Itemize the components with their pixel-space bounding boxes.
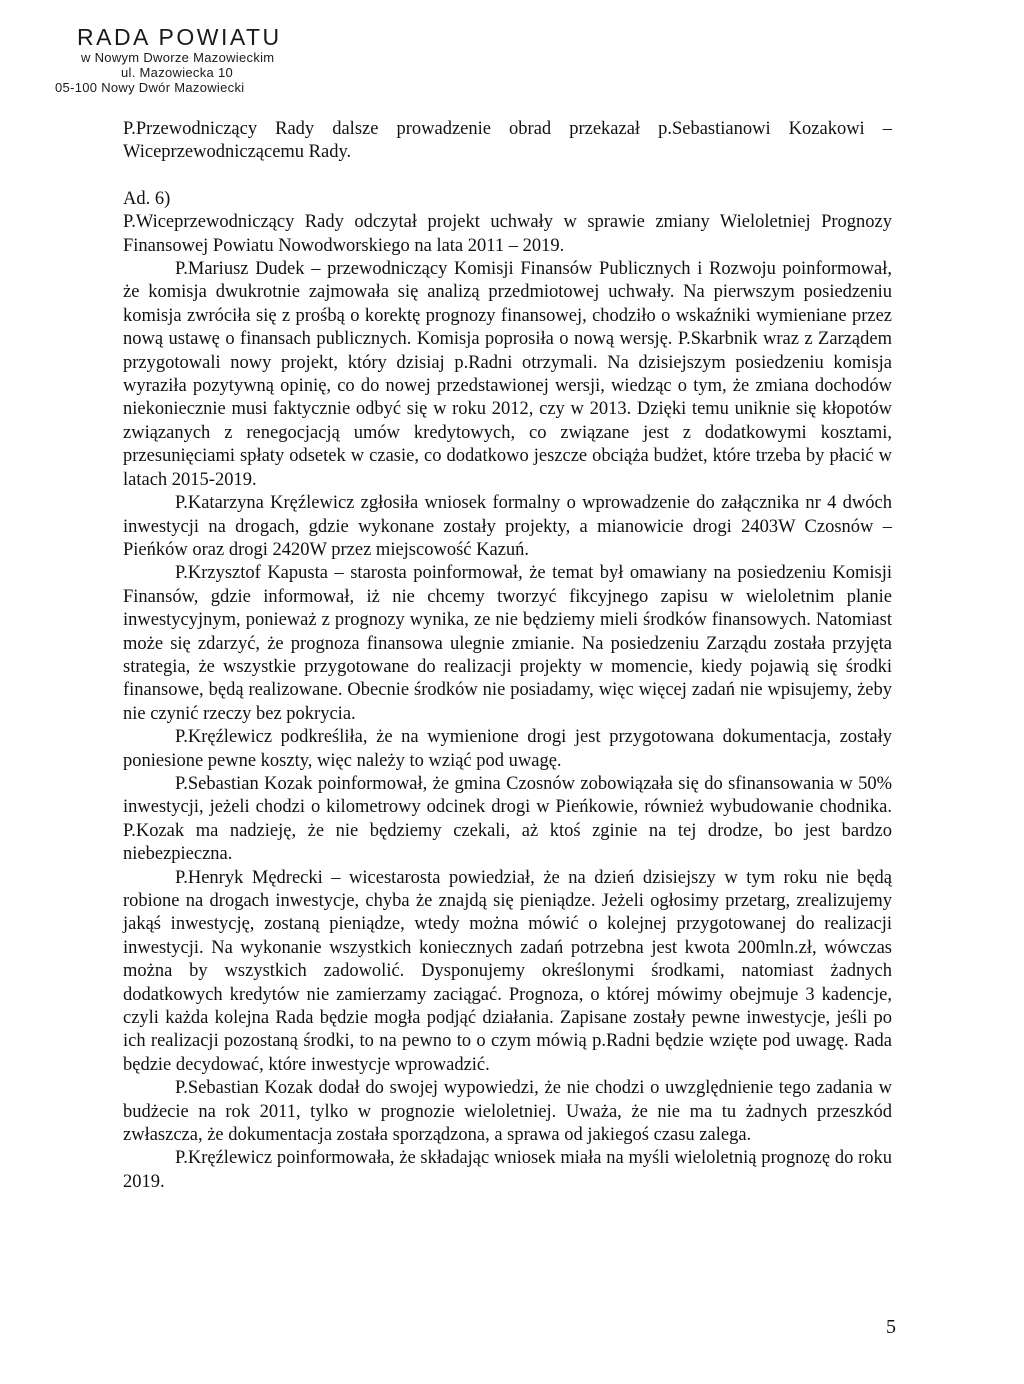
paragraph-kapusta-statement: P.Krzysztof Kapusta – starosta poinformował, że temat był omawiany na posiedzeniu Komisji Finansów, gdzie informował, iż nie chcemy tworzyć fikcyjnego zapisu w wieloletnim planie inwestycyjnym, ponieważ z prognozy wynika, ze nie będziemy mieli środków finansowych. Natomiast może się zdarzyć, że prognoza finansowa ulegnie zmianie. Na posiedzeniu Zarządu została przyjęta strategia, że wszystkie przygotowane do realizacji projekty w momencie, kiedy pojawią się środki finansowe, będą realizowane. Obecnie środków nie posiadamy, więc więcej zadań nie wpisujemy, żeby nie czynić rzeczy bez pokrycia. bbox=[123, 563, 892, 724]
stamp-title: RADA POWIATU bbox=[77, 24, 282, 50]
spacer bbox=[123, 165, 892, 188]
paragraph-krezlewicz-remark: P.Kręźlewicz podkreśliła, że na wymienione drogi jest przygotowana dokumentacja, zostały poniesione pewne koszty, więc należy to wziąć pod uwagę. bbox=[123, 727, 892, 771]
document-body bbox=[123, 118, 892, 1194]
agenda-item-heading: Ad. 6) bbox=[123, 188, 171, 209]
stamp-location: w Nowym Dworze Mazowieckim bbox=[81, 50, 275, 65]
page-number: 5 bbox=[886, 1316, 896, 1338]
paragraph-krezlewicz-final: P.Kręźlewicz poinformowała, że składając wniosek miała na myśli wieloletnią prognozę do roku 2019. bbox=[123, 1148, 892, 1192]
paragraph-krezlewicz-motion: P.Katarzyna Kręźlewicz zgłosiła wniosek formalny o wprowadzenie do załącznika nr 4 dwóch inwestycji na drogach, gdzie wykonane zostały projekty, a mianowicie drogi 2403W Czosnów – Pieńków oraz drogi 2420W przez miejscowość Kazuń. bbox=[123, 493, 892, 560]
stamp-street: ul. Mazowiecka 10 bbox=[121, 65, 234, 80]
paragraph-kozak-statement: P.Sebastian Kozak poinformował, że gmina Czosnów zobowiązała się do sfinansowania w 50% inwestycji, jeżeli chodzi o kilometrowy odcinek drogi w Pieńkowie, również wybudowanie chodnika. P.Kozak ma nadzieję, że nie będziemy czekali, aż ktoś zginie na tej drodze, bo jest bardzo niebezpieczna. bbox=[123, 773, 892, 865]
paragraph-resolution-reading: P.Wiceprzewodniczący Rady odczytał projekt uchwały w sprawie zmiany Wieloletniej Prognozy Finansowej Powiatu Nowodworskiego na lata 2011 – 2019. bbox=[123, 212, 892, 256]
stamp-postal-address: 05-100 Nowy Dwór Mazowiecki bbox=[55, 80, 245, 95]
council-stamp bbox=[55, 24, 355, 95]
paragraph-chair-handover: P.Przewodniczący Rady dalsze prowadzenie obrad przekazał p.Sebastianowi Kozakowi – Wiceprzewodniczącemu Rady. bbox=[123, 119, 892, 163]
paragraph-dudek-statement: P.Mariusz Dudek – przewodniczący Komisji Finansów Publicznych i Rozwoju poinformował, że komisja dwukrotnie zajmowała się analizą przedmiotowej uchwały. Na pierwszym posiedzeniu komisja zwróciła się z prośbą o korektę prognozy finansowej, chodziło o wskaźniki wymieniane przez nową ustawę o finansach publicznych. Komisja poprosiła o nową wersję. P.Skarbnik wraz z Zarządem przygotowali nowy projekt, który dzisiaj p.Radni otrzymali. Na dzisiejszym posiedzeniu komisja wyraziła pozytywną opinię, co do nowej przedstawionej wersji, wiedząc o tym, że zmiana dochodów niekoniecznie musi faktycznie odbyć się w roku 2012, czy w 2013. Dzięki temu uniknie się kłopotów związanych z renegocjacją umów kredytowych, co związane jest z dodatkowymi kosztami, przesunięciami spłaty odsetek w czasie, co dodatkowo jeszcze obciąża budżet, które trzeba by płacić w latach 2015-2019. bbox=[123, 259, 892, 490]
paragraph-medrecki-statement: P.Henryk Mędrecki – wicestarosta powiedział, że na dzień dzisiejszy w tym roku nie będą robione na drogach inwestycje, chyba że znajdą się pieniądze. Jeżeli ogłosimy przetarg, zrealizujemy jakąś inwestycję, zostaną pieniądze, wtedy można mówić o kolejnej przygotowanej do realizacji inwestycji. Na wykonanie wszystkich koniecznych zadań potrzebna jest kwota 200mln.zł, wówczas można by wszystkich zadowolić. Dysponujemy określonymi środkami, natomiast żadnych dodatkowych kredytów nie zamierzamy zaciągać. Prognoza, o której mówimy obejmuje 3 kadencje, czyli każda kolejna Rada będzie mogła podjąć działania. Zapisane zostały pewne inwestycje, jeśli po ich realizacji pozostaną środki, to na pewno to o czym mówią p.Radni będzie wzięte pod uwagę. Rada będzie decydować, które inwestycje wprowadzić. bbox=[123, 867, 892, 1075]
paragraph-kozak-addition: P.Sebastian Kozak dodał do swojej wypowiedzi, że nie chodzi o uwzględnienie tego zadania w budżecie na rok 2011, tylko w prognozie wieloletniej. Uważa, że nie ma tu żadnych przeszkód zwłaszcza, że dokumentacja została sporządzona, a sprawa od jakiegoś czasu zalega. bbox=[123, 1078, 892, 1146]
